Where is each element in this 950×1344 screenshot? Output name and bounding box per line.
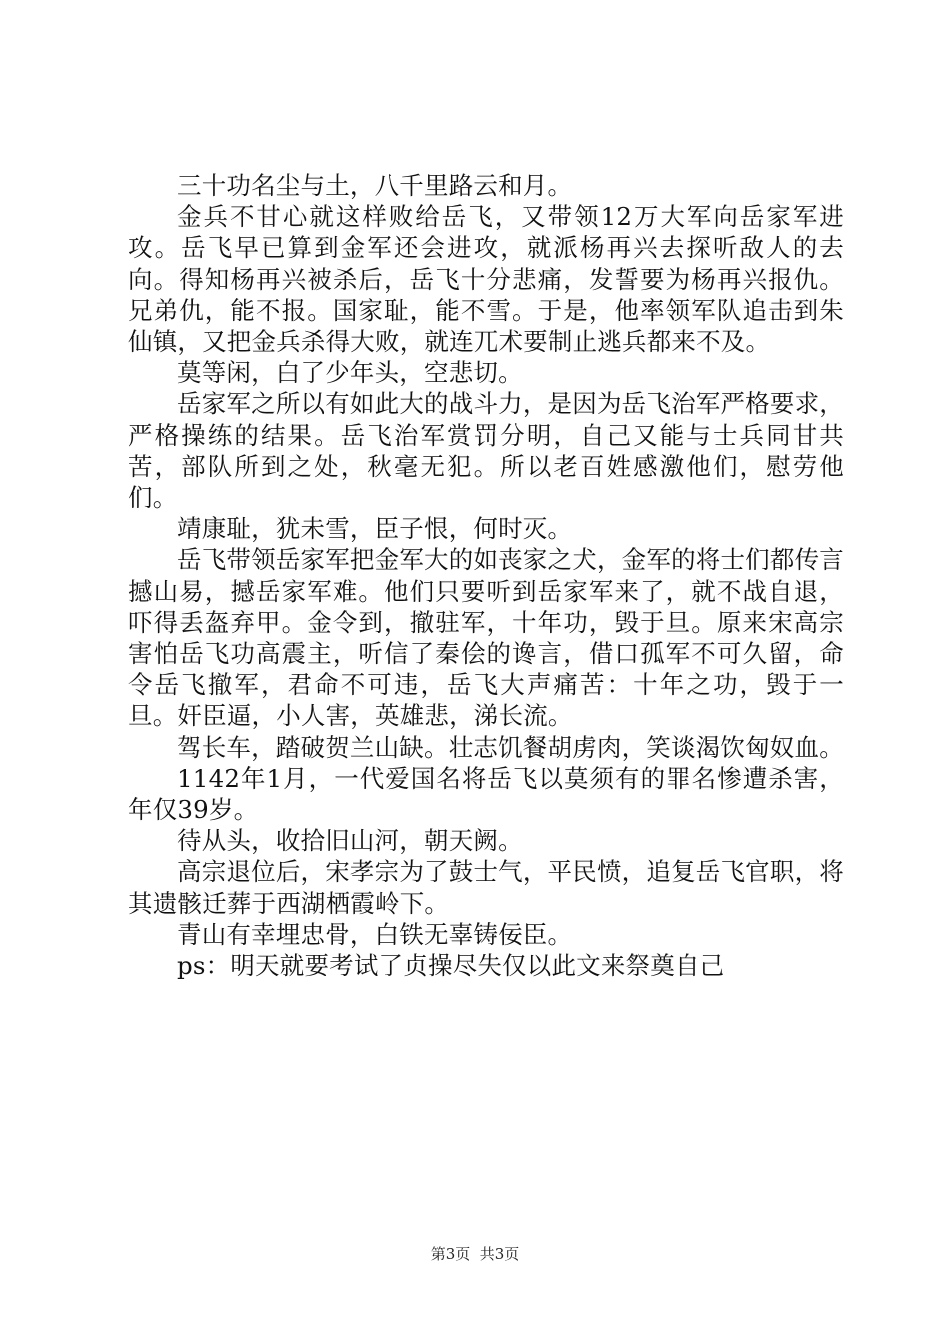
paragraph-10: 高宗退位后，宋孝宗为了鼓士气，平民愤，追复岳飞官职，将其遗骸迁葬于西湖栖霞岭下。 — [128, 857, 844, 918]
paragraph-12: ps：明天就要考试了贞操尽失仅以此文来祭奠自己 — [177, 951, 725, 981]
paragraph-5: 靖康耻，犹未雪，臣子恨，何时灭。 — [177, 514, 573, 544]
paragraph-3: 莫等闲，白了少年头，空悲切。 — [177, 358, 523, 388]
paragraph-9: 待从头，收拾旧山河，朝天阙。 — [177, 826, 523, 856]
paragraph-2: 金兵不甘心就这样败给岳飞，又带领12万大军向岳家军进攻。岳飞早已算到金军还会进攻，就派杨再兴去探听敌人的去向。得知杨再兴被杀后，岳飞十分悲痛，发誓要为杨再兴报仇。兄弟仇，能不报。国家耻，能不雪。于是，他率领军队追击到朱仙镇，又把金兵杀得大败，就连兀术要制止逃兵都来不及。 — [128, 202, 844, 357]
paragraph-8: 1142年1月，一代爱国名将岳飞以莫须有的罪名惨遭杀害，年仅39岁。 — [128, 763, 844, 825]
document-body — [128, 170, 844, 981]
paragraph-11: 青山有幸埋忠骨，白铁无辜铸佞臣。 — [177, 919, 573, 949]
page-number-label: 第3页 共3页 — [430, 1245, 520, 1263]
page-footer — [0, 1244, 950, 1264]
paragraph-1: 三十功名尘与土，八千里路云和月。 — [177, 171, 573, 200]
paragraph-4: 岳家军之所以有如此大的战斗力，是因为岳飞治军严格要求，严格操练的结果。岳飞治军赏罚分明，自己又能与士兵同甘共苦，部队所到之处，秋毫无犯。所以老百姓感激他们，慰劳他们。 — [128, 389, 844, 513]
paragraph-6: 岳飞带领岳家军把金军大的如丧家之犬，金军的将士们都传言撼山易，撼岳家军难。他们只要听到岳家军来了，就不战自退，吓得丢盔弃甲。金令到，撤驻军，十年功，毁于旦。原来宋高宗害怕岳飞功高震主，听信了秦侩的谗言，借口孤军不可久留，命令岳飞撤军，君命不可违，岳飞大声痛苦：十年之功，毁于一旦。奸臣逼，小人害，英雄悲，涕长流。 — [128, 545, 844, 731]
paragraph-7: 驾长车，踏破贺兰山缺。壮志饥餐胡虏肉，笑谈渴饮匈奴血。 — [177, 732, 844, 762]
